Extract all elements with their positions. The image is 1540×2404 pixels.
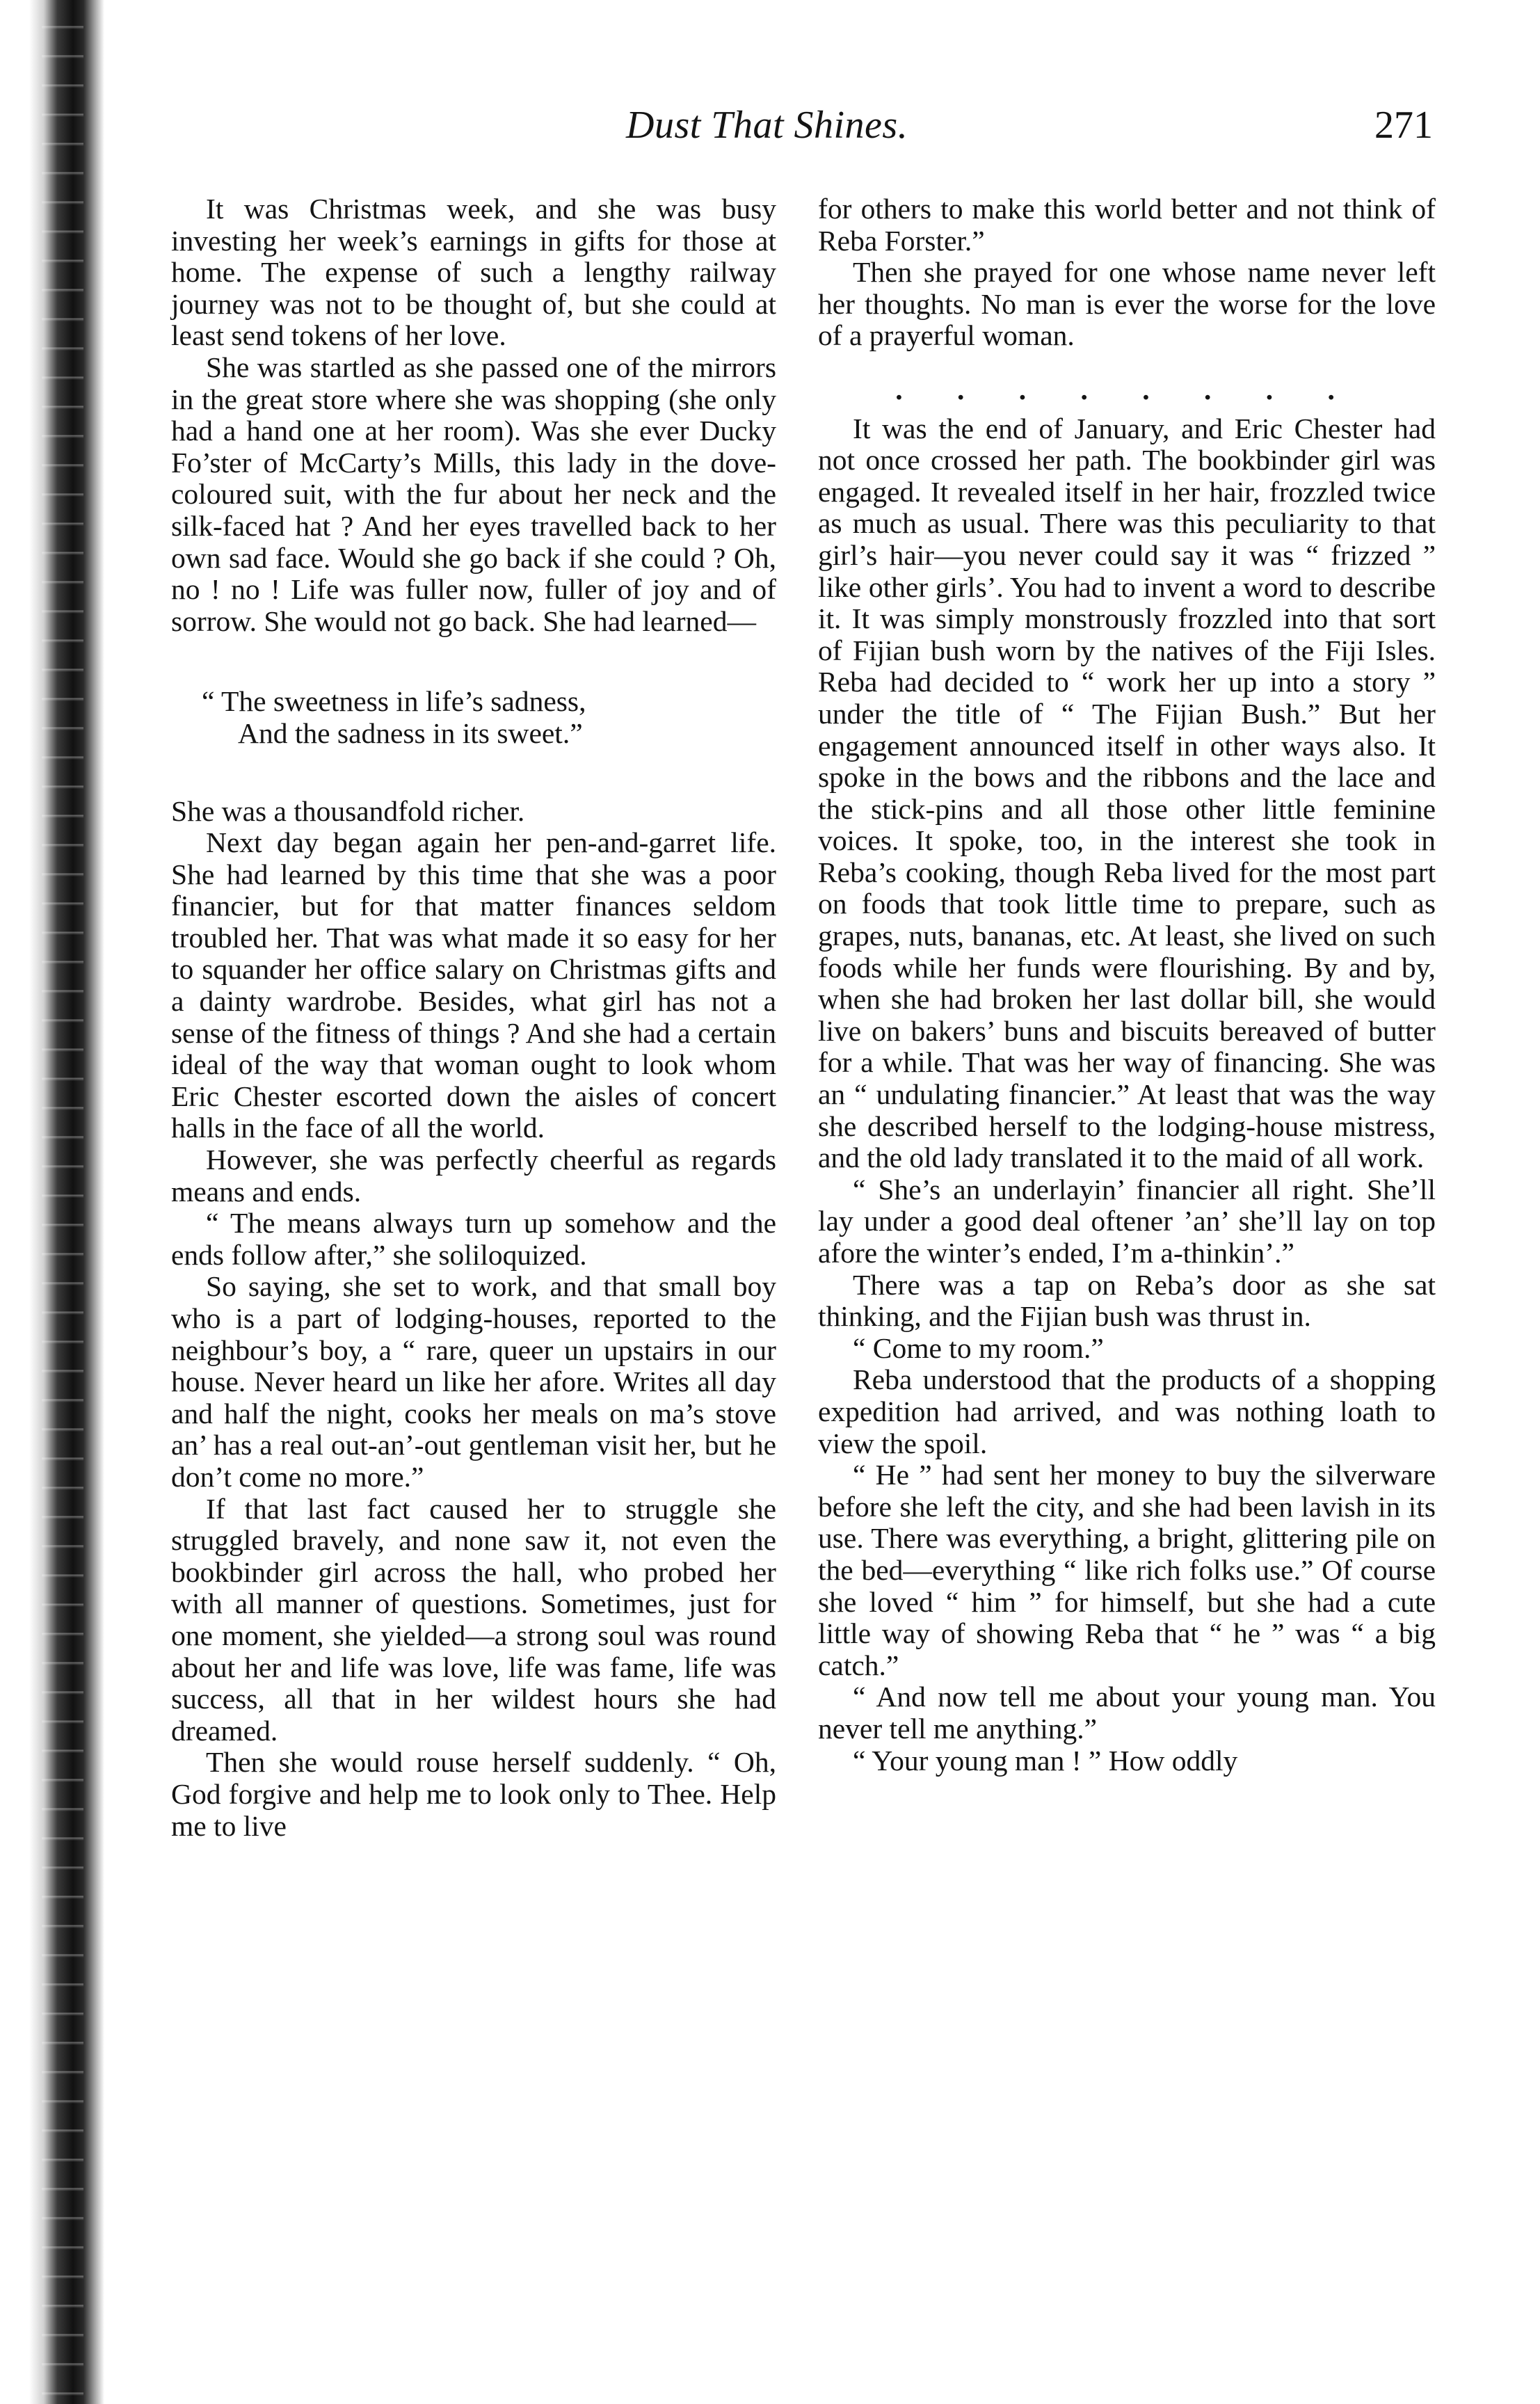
paragraph: So saying, she set to work, and that small boy who is a part of lodging-houses, reported to the neighbour’s boy, a “ rare, queer un upstairs in our house. Never heard un like her afore. Writes all day and half the night, cooks her meals on ma’s stove an’ has a real out-an’-out gentleman visit her, but he don’t come no more.” — [171, 1270, 776, 1493]
paragraph: “ Your young man ! ” How oddly — [853, 1744, 1238, 1777]
paragraph: There was a tap on Reba’s door as she sat thinking, and the Fijian bush was thrust in. — [818, 1268, 1436, 1333]
paragraph: Then she would rouse herself suddenly. “ Oh, God forgive and help me to look only to Thee. Help me to live — [171, 1746, 776, 1842]
running-head: Dust That Shines. — [626, 104, 908, 147]
paragraph: Reba understood that the products of a shopping expedition had arrived, and was nothing loath to view the spoil. — [818, 1363, 1436, 1459]
paragraph: She was a thousandfold richer. — [171, 794, 525, 827]
page-number: 271 — [1374, 104, 1433, 147]
paragraph: “ He ” had sent her money to buy the silverware before she left the city, and she had been lavish in its use. There was everything, a bright, glittering pile on the bed—everything “ like rich folks use.” Of course she loved “ him ” for himself, but she had a cute little way of showing Reba that “ he ” was “ a big catch.” — [818, 1459, 1436, 1681]
paragraph: It was the end of January, and Eric Chester had not once crossed her path. The bookbinder girl was engaged. It revealed itself in her hair, frozzled twice as much as usual. There was this peculiarity to that girl’s hair—you never could say it was “ frizzed ” like other girls’. You had to invent a word to describe it. It was simply monstrously frozzled into that sort of Fijian bush worn by the natives of the Fiji Isles. Reba had decided to “ work her up into a story ” under the title of “ The Fijian Bush.” But her engagement announced itself in other ways also. It spoke in the bows and the ribbons and the lace and the stick-pins and all those other little feminine voices. It spoke, too, in the interest she took in Reba’s cooking, though Reba lived for the most part on foods that took little time to prepare, such as grapes, nuts, bananas, etc. At least, she lived on such foods while her funds were flourishing. By and by, when she had broken her last dollar bill, she would live on bakers’ buns and biscuits bereaved of butter for a while. That was her way of financing. She was an “ undulating financier.” At least that was the way she described herself to the lodging-house mistress, and the old lady translated it to the maid of all work. — [818, 412, 1436, 1174]
paragraph: It was Christmas week, and she was busy investing her week’s earnings in gifts for those at home. The expense of such a lengthy railway journey was not to be thought of, but she could at least send tokens of her love. — [171, 193, 776, 352]
left-column — [171, 193, 776, 1842]
paragraph: She was startled as she passed one of the mirrors in the great store where she was shopping (she only had a hand one at her room). Was she ever Ducky Fo’ster of McCarty’s Mills, this lady in the dove-coloured suit, with the fur about her neck and the silk-faced hat ? And her eyes travelled back to her own sad face. Would she go back if she could ? Oh, no ! no ! Life was fuller now, fuller of joy and of sorrow. She would not go back. She had learned— — [171, 351, 776, 637]
verse-quote — [171, 686, 776, 749]
binding-texture — [42, 0, 83, 2404]
verse-line: And the sadness in its sweet.” — [238, 716, 583, 749]
paragraph: “ Come to my room.” — [853, 1331, 1104, 1364]
paragraph: However, she was perfectly cheerful as regards means and ends. — [171, 1144, 776, 1208]
page-header — [181, 103, 1433, 152]
verse-line: “ The sweetness in life’s sadness, — [202, 685, 586, 718]
right-column — [818, 193, 1436, 1777]
paragraph: “ The means always turn up somehow and the ends follow after,” she soliloquized. — [171, 1207, 776, 1271]
paragraph: Next day began again her pen-and-garret life. She had learned by this time that she was a poor financier, but for that matter finances seldom troubled her. That was what made it so easy for her to squander her office salary on Christmas gifts and a dainty wardrobe. Besides, what girl has not a sense of the fitness of things ? And she had a certain ideal of the way that woman ought to look whom Eric Chester escorted down the aisles of concert halls in the face of all the world. — [171, 826, 776, 1144]
paragraph: Then she prayed for one whose name never left her thoughts. No man is ever the worse for the love of a prayerful woman. — [818, 256, 1436, 352]
paragraph: “ She’s an underlayin’ financier all right. She’ll lay under a good deal oftener ’an’ she’ll lay on top afore the winter’s ended, I’m a-thinkin’.” — [818, 1173, 1436, 1269]
paragraph: for others to make this world better and not think of Reba Forster.” — [818, 193, 1436, 257]
paragraph: “ And now tell me about your young man. You never tell me anything.” — [818, 1681, 1436, 1745]
section-separator: . . . . . . . . — [895, 373, 1358, 406]
paragraph: If that last fact caused her to struggle she struggled bravely, and none saw it, not even the bookbinder girl across the hall, who probed her with all manner of questions. Sometimes, just for one moment, she yielded—a strong soul was round about her and life was love, life was fame, life was success, all that in her wildest hours she had dreamed. — [171, 1492, 776, 1747]
